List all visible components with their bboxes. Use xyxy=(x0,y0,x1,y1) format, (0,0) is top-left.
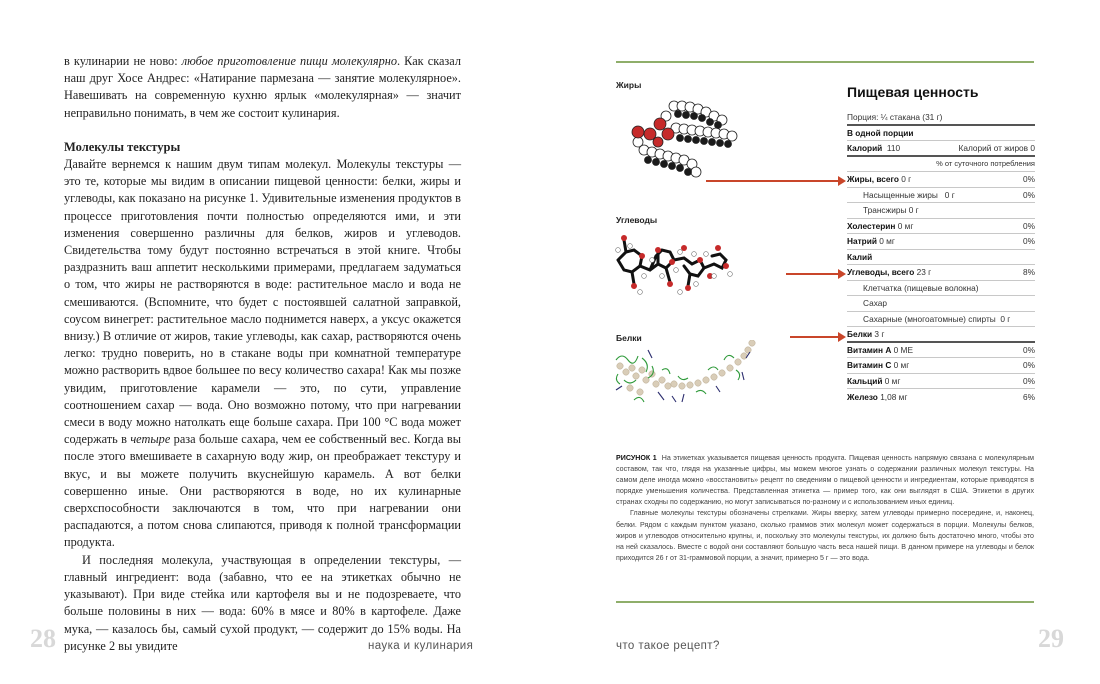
calories-value: 110 xyxy=(886,142,901,153)
nutrient-percent: 0% xyxy=(1023,189,1035,200)
fats-label: Жиры xyxy=(616,80,642,90)
nutrient-row xyxy=(847,374,1035,390)
nutrient-row xyxy=(847,327,1035,343)
daily-value-header-row xyxy=(847,157,1035,173)
nutrient-row xyxy=(847,188,1035,204)
fat-molecule-icon xyxy=(614,94,744,184)
nutrient-row xyxy=(847,281,1035,297)
figure-label: РИСУНОК 1 xyxy=(616,454,657,462)
nutrient-amount: 0 г xyxy=(908,205,919,216)
caption-paragraph-2: Главные молекулы текстуры обозначены стрелками. Жиры вверху, затем углеводы примерно посередине, и, наконец, белки. Рядом с каждым пунктом указано, сколько граммов этих молекул может содержаться в порции. Молекулы белков, жиров и углеводов относительно крупны, и, поскольку это молекулы текстуры, их должно быть достаточно много, чтобы это на ней сказалось. Вместе с водой они составляют большую часть веса нашей пищи. В данном примере на углеводы и белок приходится 26 г от 31-граммовой порции, а значит, примерно 5 г — это вода. xyxy=(616,509,1034,562)
proteins-arrow-icon xyxy=(790,336,844,338)
carbohydrates-arrow-icon xyxy=(786,273,844,275)
nutrient-row xyxy=(847,358,1035,374)
nutrient-name: Углеводы, всего xyxy=(847,267,915,278)
section-heading: Молекулы текстуры xyxy=(64,139,181,154)
nutrient-row xyxy=(847,343,1035,359)
nutrient-name: Витамин С xyxy=(847,360,892,371)
per-serving-label: В одной порции xyxy=(847,127,914,138)
nutrient-amount: 0 г xyxy=(901,174,912,185)
nutrient-row xyxy=(847,203,1035,219)
daily-value-header: % от суточного потребления xyxy=(936,159,1035,169)
nutrient-name: Железо xyxy=(847,391,878,402)
text-run: раза больше сахара, чем ее собственный вес. Когда вы после этого вмешиваете в сахарную воду жир, он преображает текстуру и вкус, и вы можете получить вкуснейшую карамель. А вот белки совершенно иные. Они растворяются в воде, но их кулинарные сверхспособности заключаются в том, что при нагревании они распадаются, а потом снова слипаются, приводя к полной трансформации продукта. xyxy=(64,432,461,550)
nutrient-amount: 0 МЕ xyxy=(893,344,914,355)
nutrient-amount: 0 мг xyxy=(879,236,895,247)
caption-text: На этикетках указывается пищевая ценность продукта. Пищевая ценность напрямую связана с молекулярным составом, так что, глядя на указанные цифры, мы можем многое узнать о содержании различных молекул текстуры. На самом деле иногда можно «восстановить» рецепт по сведениям о пищевой ценности и ингредиентам, которые приводятся в порядке уменьшения количества. Представленная этикетка — пример того, как они выглядят в США. Этикетки в других странах сходны по содержанию, но могут записываться по-разному и с использованием иных единиц. xyxy=(616,454,1035,507)
calories-label: Калорий xyxy=(847,142,883,153)
nutrient-name: Белки xyxy=(847,328,873,339)
nutrient-percent: 8% xyxy=(1023,267,1035,278)
nutrient-percent: 0% xyxy=(1023,344,1035,355)
nutrient-row xyxy=(847,296,1035,312)
top-rule xyxy=(616,61,1034,63)
serving-row xyxy=(847,110,1035,126)
text-run: Давайте вернемся к нашим двум типам молекул. Молекулы текстуры — это те, которые мы видим в описании пищевой ценности: белки, жиры и углеводы, как показано на рисунке 1. Удивительные изменения продуктов в процессе приготовления почти полностью определяются ими, и эти изменения совершенно различны для белков, жиров и углеводов. Свидетельства тому будут постоянно встречаться в этой книге. Чтобы раздразнить ваш аппетит несколькими примерами, предлагаем задуматься о том, что жиры не растворяются в воде: растительное масло и вода не смешиваются. (Вспомните, что будет с постоявшей салатной заправкой, соусом винегрет: растительное масло поднимется наверх, а уксус окажется внизу.) В отличие от жиров, такие углеводы, как сахар, растворяются очень легко: трудно поверить, но в стакане воды при комнатной температуре можно растворить вдвое большее по весу количество сахара! Как мы позже увидим, приготовление карамели — это, по сути, управление соотношением сахар — вода. Оно возможно потому, что при нагревании смеси в воду можно натолкать еще больше сахара. При 100 °C вода может содержать в xyxy=(64,157,461,447)
caption-paragraph-1 xyxy=(616,453,1034,508)
nutrient-row xyxy=(847,389,1035,405)
nutrient-percent: 0% xyxy=(1023,236,1035,247)
nutrient-amount: 3 г xyxy=(874,328,885,339)
right-page xyxy=(550,0,1100,684)
calories-from-fat: Калорий от жиров 0 xyxy=(958,142,1035,153)
nutrient-name: Жиры, всего xyxy=(847,174,899,185)
nutrient-name: Кальций xyxy=(847,375,883,386)
calories-row xyxy=(847,141,1035,157)
nutrient-name: Натрий xyxy=(847,236,877,247)
protein-molecule-icon xyxy=(612,340,772,410)
body-text xyxy=(64,53,461,655)
nutrition-title: Пищевая ценность xyxy=(847,84,979,100)
nutrient-amount: 0 г xyxy=(944,189,955,200)
nutrient-amount: 0 мг xyxy=(893,360,910,371)
fats-arrow-icon xyxy=(706,180,844,182)
nutrient-row xyxy=(847,219,1035,235)
nutrient-amount: 0 мг xyxy=(897,220,914,231)
nutrient-name: Трансжиры xyxy=(863,205,907,216)
carbohydrates-label: Углеводы xyxy=(616,215,658,225)
page-number: 28 xyxy=(30,624,56,653)
nutrient-row xyxy=(847,312,1035,328)
italic-text-run: любое приготовление пищи молекулярно xyxy=(181,54,397,68)
carbohydrate-molecule-icon xyxy=(614,230,734,310)
running-head: что такое рецепт? xyxy=(616,640,720,652)
nutrient-percent: 0% xyxy=(1023,220,1035,231)
proteins-label: Белки xyxy=(616,333,642,343)
nutrition-label xyxy=(847,82,1035,405)
text-run: . Как сказал наш друг Хосе Андрес: «Натирание пармезана — занятие молекулярное». Навешивать на современную кухню ярлык «молекулярная» — значит неправильно понимать, в чем же состоит кулинария. xyxy=(64,54,461,120)
nutrient-amount: 0 мг xyxy=(884,375,901,386)
bottom-rule xyxy=(616,601,1034,603)
intro-paragraph xyxy=(64,53,461,122)
nutrient-percent: 0% xyxy=(1023,360,1035,371)
section-paragraph xyxy=(64,156,461,552)
nutrient-amount: 1,08 мг xyxy=(880,391,908,402)
nutrient-amount: 23 г xyxy=(916,267,932,278)
last-paragraph: И последняя молекула, участвующая в определении текстуры, — главный ингредиент: вода (забавно, что ее на этикетках обычно не указывают). При виде стейка или картофеля вы и не подозреваете, что больше половины в них — вода: 60% в мясе и 80% в картофеле. Даже мука, — казалось бы, самый сухой продукт, — содержит до 15% воды. На рисунке 2 вы увидите xyxy=(64,552,461,653)
nutrient-name: Холестерин xyxy=(847,220,896,231)
nutrient-name: Сахарные (многоатомные) спирты xyxy=(863,313,996,324)
nutrient-name: Сахар xyxy=(863,298,887,309)
nutrient-name: Витамин А xyxy=(847,344,892,355)
nutrient-row xyxy=(847,234,1035,250)
nutrient-percent: 6% xyxy=(1023,391,1035,402)
running-head: наука и кулинария xyxy=(368,640,474,652)
nutrient-name: Калий xyxy=(847,251,873,262)
per-serving-row xyxy=(847,126,1035,142)
serving-size: Порция: ¼ стакана (31 г) xyxy=(847,111,943,122)
figure-caption xyxy=(616,453,1034,564)
italic-text-run: четыре xyxy=(130,432,171,447)
nutrient-row xyxy=(847,172,1035,188)
nutrient-amount: 0 г xyxy=(1000,313,1011,324)
text-run: в кулинарии не ново: xyxy=(64,54,182,68)
nutrient-row xyxy=(847,250,1035,266)
page-number: 29 xyxy=(1038,624,1064,653)
nutrient-row xyxy=(847,265,1035,281)
nutrient-name: Клетчатка (пищевые волокна) xyxy=(863,282,979,293)
nutrient-percent: 0% xyxy=(1023,174,1035,185)
nutrient-name: Насыщенные жиры xyxy=(863,189,938,200)
nutrient-percent: 0% xyxy=(1023,375,1035,386)
